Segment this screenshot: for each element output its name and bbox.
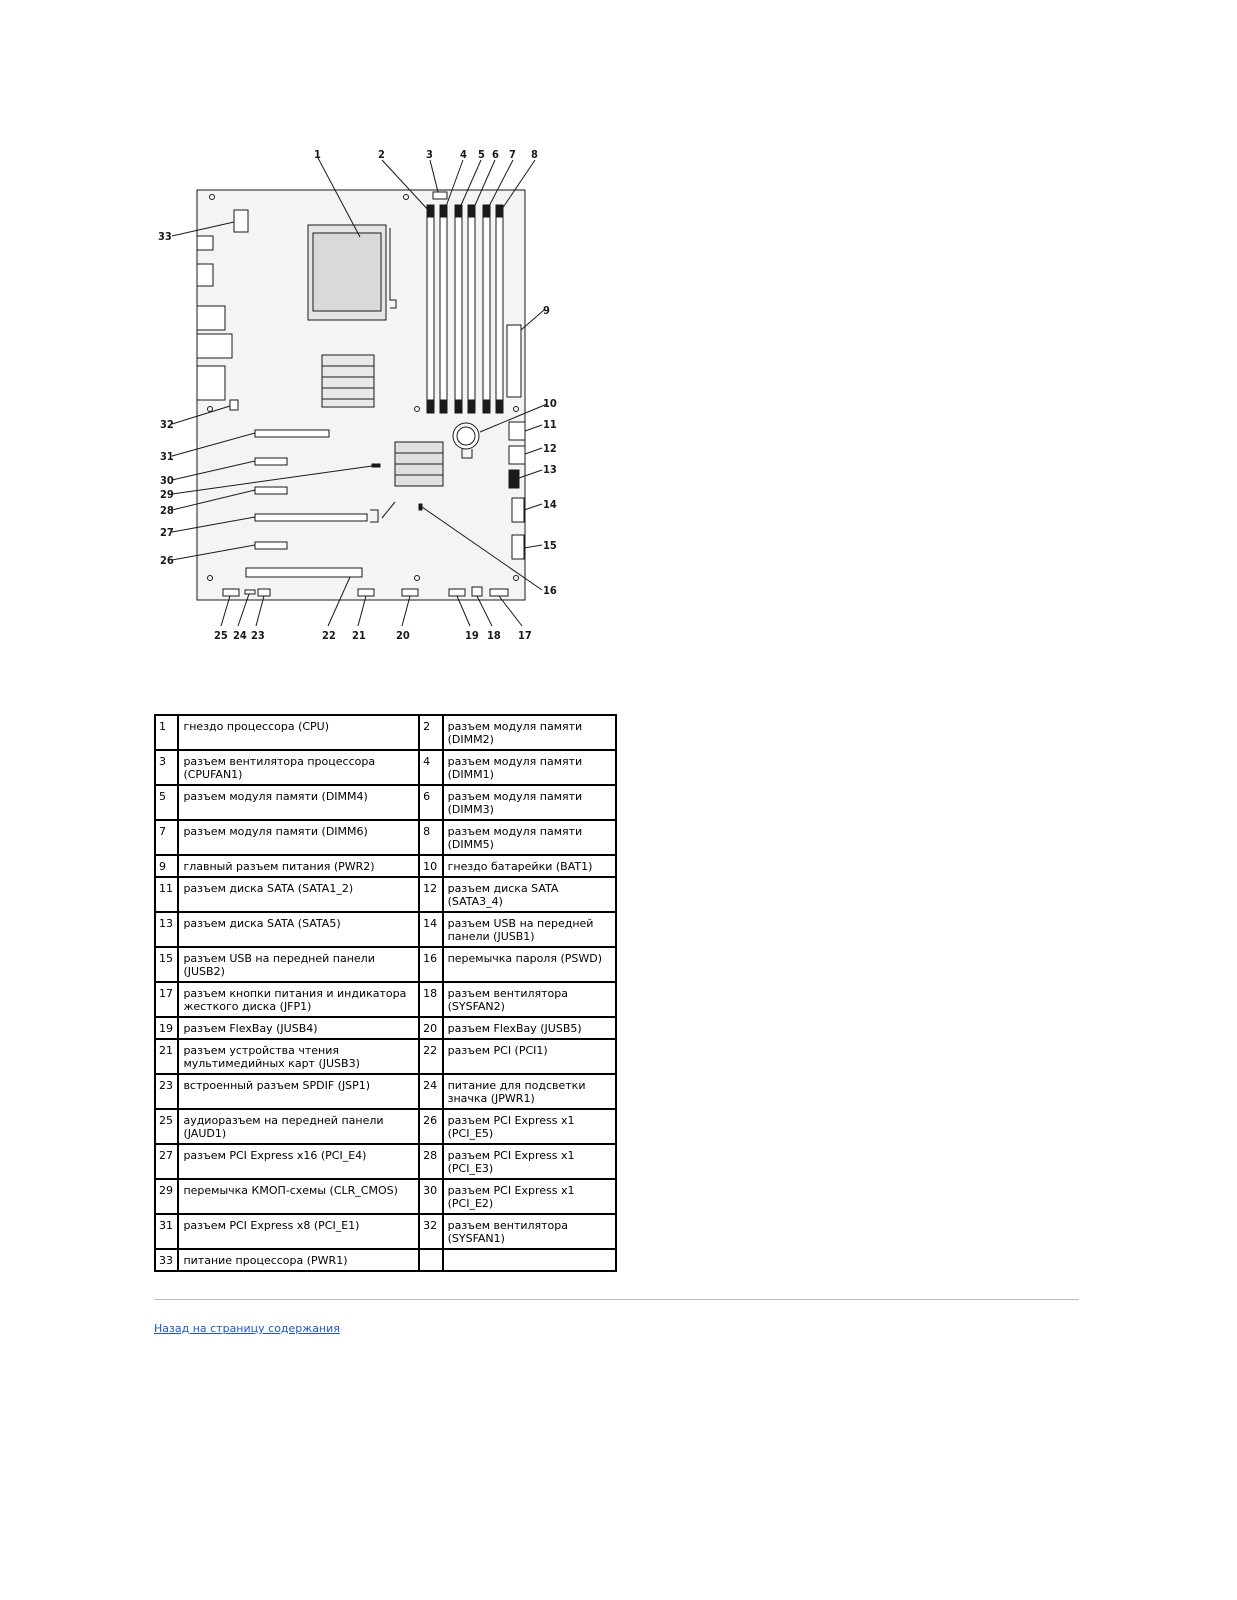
legend-description-cell: разъем модуля памяти (DIMM6) (178, 820, 419, 855)
legend-number-cell: 29 (155, 1179, 178, 1214)
table-row (155, 912, 616, 947)
legend-number-cell: 4 (419, 750, 442, 785)
callout-21: 21 (352, 629, 366, 642)
legend-number-cell: 28 (419, 1144, 442, 1179)
table-row (155, 715, 616, 750)
legend-number-cell: 6 (419, 785, 442, 820)
table-row (155, 1144, 616, 1179)
callout-33: 33 (158, 230, 172, 243)
table-row (155, 947, 616, 982)
callout-24: 24 (233, 629, 247, 642)
legend-number-cell: 19 (155, 1017, 178, 1039)
legend-number-cell: 9 (155, 855, 178, 877)
legend-description-cell: разъем модуля памяти (DIMM3) (443, 785, 616, 820)
legend-description-cell: гнездо батарейки (BAT1) (443, 855, 616, 877)
table-row (155, 855, 616, 877)
legend-number-cell: 18 (419, 982, 442, 1017)
legend-number-cell: 22 (419, 1039, 442, 1074)
legend-number-cell: 23 (155, 1074, 178, 1109)
callout-26: 26 (160, 554, 174, 567)
table-row (155, 1249, 616, 1271)
legend-number-cell: 16 (419, 947, 442, 982)
callout-30: 30 (160, 474, 174, 487)
legend-description-cell: разъем вентилятора (SYSFAN2) (443, 982, 616, 1017)
legend-description-cell: разъем модуля памяти (DIMM1) (443, 750, 616, 785)
legend-description-cell: перемычка пароля (PSWD) (443, 947, 616, 982)
legend-description-cell: разъем модуля памяти (DIMM4) (178, 785, 419, 820)
legend-number-cell: 1 (155, 715, 178, 750)
table-row (155, 1109, 616, 1144)
table-row (155, 1039, 616, 1074)
motherboard-diagram (150, 140, 570, 660)
callout-27: 27 (160, 526, 174, 539)
legend-number-cell: 3 (155, 750, 178, 785)
back-to-contents-link[interactable]: Назад на страницу содержания (154, 1322, 340, 1335)
callout-29: 29 (160, 488, 174, 501)
legend-description-cell: аудиоразъем на передней панели (JAUD1) (178, 1109, 419, 1144)
callout-18: 18 (487, 629, 501, 642)
callout-16: 16 (543, 584, 557, 597)
legend-description-cell: разъем диска SATA (SATA1_2) (178, 877, 419, 912)
legend-description-cell: разъем FlexBay (JUSB5) (443, 1017, 616, 1039)
legend-number-cell: 26 (419, 1109, 442, 1144)
table-row (155, 1214, 616, 1249)
legend-description-cell (443, 1249, 616, 1271)
callout-31: 31 (160, 450, 174, 463)
legend-description-cell: разъем PCI (PCI1) (443, 1039, 616, 1074)
legend-number-cell: 10 (419, 855, 442, 877)
legend-number-cell: 27 (155, 1144, 178, 1179)
callout-7: 7 (509, 148, 516, 161)
legend-number-cell: 33 (155, 1249, 178, 1271)
legend-description-cell: разъем USB на передней панели (JUSB2) (178, 947, 419, 982)
callout-32: 32 (160, 418, 174, 431)
legend-number-cell: 13 (155, 912, 178, 947)
callout-6: 6 (492, 148, 499, 161)
callout-10: 10 (543, 397, 557, 410)
legend-description-cell: разъем диска SATA (SATA3_4) (443, 877, 616, 912)
table-row (155, 785, 616, 820)
legend-description-cell: перемычка КМОП-схемы (CLR_CMOS) (178, 1179, 419, 1214)
callout-2: 2 (378, 148, 385, 161)
legend-number-cell (419, 1249, 442, 1271)
table-row (155, 1074, 616, 1109)
callout-25: 25 (214, 629, 228, 642)
legend-body (155, 715, 616, 1271)
callout-23: 23 (251, 629, 265, 642)
table-row (155, 1017, 616, 1039)
component-legend-table (154, 714, 617, 1272)
horizontal-divider (154, 1299, 1079, 1300)
callout-22: 22 (322, 629, 336, 642)
callout-3: 3 (426, 148, 433, 161)
callout-15: 15 (543, 539, 557, 552)
legend-number-cell: 31 (155, 1214, 178, 1249)
legend-description-cell: разъем PCI Express x1 (PCI_E5) (443, 1109, 616, 1144)
legend-description-cell: разъем устройства чтения мультимедийных карт (JUSB3) (178, 1039, 419, 1074)
callout-20: 20 (396, 629, 410, 642)
table-row (155, 750, 616, 785)
callout-4: 4 (460, 148, 467, 161)
legend-number-cell: 21 (155, 1039, 178, 1074)
legend-number-cell: 24 (419, 1074, 442, 1109)
callout-12: 12 (543, 442, 557, 455)
legend-description-cell: разъем модуля памяти (DIMM5) (443, 820, 616, 855)
legend-number-cell: 12 (419, 877, 442, 912)
legend-number-cell: 15 (155, 947, 178, 982)
legend-number-cell: 25 (155, 1109, 178, 1144)
legend-description-cell: разъем вентилятора процессора (CPUFAN1) (178, 750, 419, 785)
callout-14: 14 (543, 498, 557, 511)
legend-description-cell: разъем PCI Express x16 (PCI_E4) (178, 1144, 419, 1179)
legend-description-cell: питание для подсветки значка (JPWR1) (443, 1074, 616, 1109)
callout-5: 5 (478, 148, 485, 161)
legend-number-cell: 17 (155, 982, 178, 1017)
motherboard-illustration (150, 140, 570, 660)
legend-description-cell: гнездо процессора (CPU) (178, 715, 419, 750)
legend-description-cell: разъем диска SATA (SATA5) (178, 912, 419, 947)
callout-19: 19 (465, 629, 479, 642)
table-row (155, 820, 616, 855)
legend-description-cell: питание процессора (PWR1) (178, 1249, 419, 1271)
table-row (155, 982, 616, 1017)
callout-11: 11 (543, 418, 557, 431)
callout-17: 17 (518, 629, 532, 642)
legend-description-cell: разъем PCI Express x1 (PCI_E2) (443, 1179, 616, 1214)
legend-description-cell: разъем PCI Express x8 (PCI_E1) (178, 1214, 419, 1249)
legend-description-cell: разъем PCI Express x1 (PCI_E3) (443, 1144, 616, 1179)
table-row (155, 877, 616, 912)
legend-description-cell: встроенный разъем SPDIF (JSP1) (178, 1074, 419, 1109)
legend-description-cell: разъем вентилятора (SYSFAN1) (443, 1214, 616, 1249)
callout-8: 8 (531, 148, 538, 161)
legend-number-cell: 2 (419, 715, 442, 750)
legend-description-cell: разъем кнопки питания и индикатора жесткого диска (JFP1) (178, 982, 419, 1017)
legend-number-cell: 7 (155, 820, 178, 855)
legend-description-cell: главный разъем питания (PWR2) (178, 855, 419, 877)
callout-9: 9 (543, 304, 550, 317)
legend-number-cell: 30 (419, 1179, 442, 1214)
callout-28: 28 (160, 504, 174, 517)
callout-1: 1 (314, 148, 321, 161)
legend-number-cell: 5 (155, 785, 178, 820)
legend-description-cell: разъем USB на передней панели (JUSB1) (443, 912, 616, 947)
legend-number-cell: 14 (419, 912, 442, 947)
legend-description-cell: разъем FlexBay (JUSB4) (178, 1017, 419, 1039)
legend-number-cell: 8 (419, 820, 442, 855)
legend-number-cell: 32 (419, 1214, 442, 1249)
legend-number-cell: 11 (155, 877, 178, 912)
table-row (155, 1179, 616, 1214)
callout-13: 13 (543, 463, 557, 476)
legend-number-cell: 20 (419, 1017, 442, 1039)
legend-description-cell: разъем модуля памяти (DIMM2) (443, 715, 616, 750)
